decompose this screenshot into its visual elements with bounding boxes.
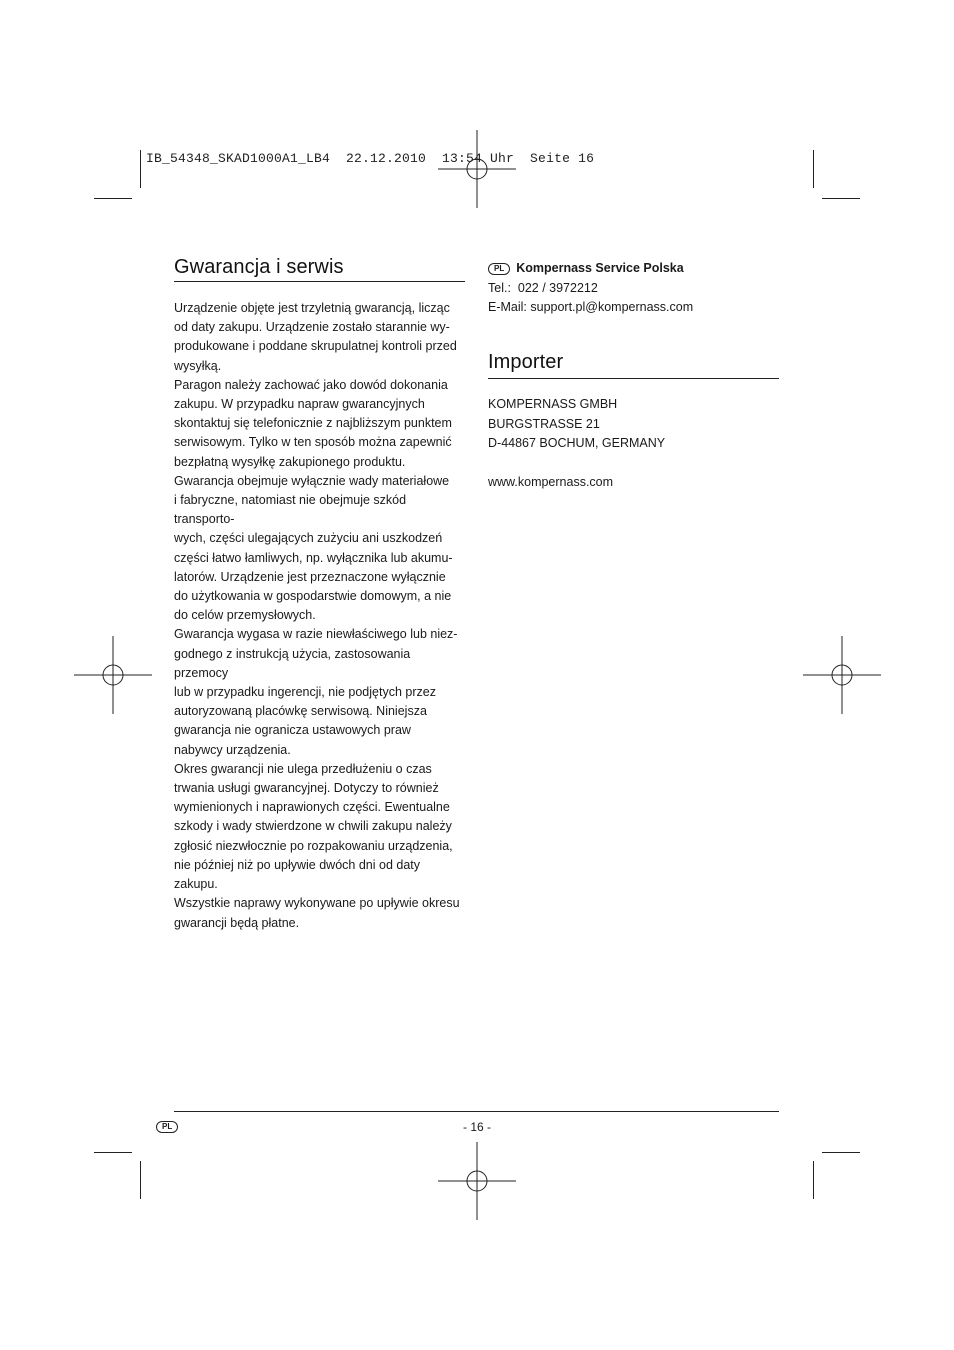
crop-mark-top-left-h xyxy=(94,198,132,199)
registration-mark-top-icon xyxy=(438,130,516,208)
crop-mark-top-left-v xyxy=(140,150,141,188)
crop-mark-top-right-h xyxy=(822,198,860,199)
warranty-line: bezpłatną wysyłkę zakupionego produktu. xyxy=(174,454,406,469)
warranty-heading: Gwarancja i serwis xyxy=(174,256,344,278)
importer-block xyxy=(488,395,665,493)
registration-mark-bottom-icon xyxy=(438,1142,516,1220)
warranty-line: nabywcy urządzenia. xyxy=(174,742,291,757)
warranty-line: gwarancja nie ogranicza ustawowych praw xyxy=(174,723,411,738)
warranty-line: wymienionych i naprawionych części. Ewentualne xyxy=(174,800,450,815)
footer-rule xyxy=(174,1111,779,1112)
warranty-line: Paragon należy zachować jako dowód dokonania xyxy=(174,377,448,392)
service-block xyxy=(488,259,693,318)
warranty-line: Wszystkie naprawy wykonywane po upływie okresu xyxy=(174,896,460,911)
footer-country-badge: PL xyxy=(156,1121,178,1133)
print-slug-line: IB_54348_SKAD1000A1_LB4 22.12.2010 13:54 Uhr Seite 16 xyxy=(146,151,595,166)
service-tel: Tel.: 022 / 3972212 xyxy=(488,280,598,295)
importer-website: www.kompernass.com xyxy=(488,475,614,489)
importer-heading-rule xyxy=(488,378,779,379)
service-title: Kompernass Service Polska xyxy=(516,261,684,275)
warranty-line: latorów. Urządzenie jest przeznaczone wyłącznie xyxy=(174,569,446,584)
country-badge: PL xyxy=(488,263,510,275)
crop-mark-bottom-right-h xyxy=(822,1152,860,1153)
registration-mark-left-icon xyxy=(74,636,152,714)
importer-city: D-44867 BOCHUM, GERMANY xyxy=(488,436,666,450)
importer-company: KOMPERNASS GMBH xyxy=(488,397,618,411)
warranty-line: trwania usługi gwarancyjnej. Dotyczy to również xyxy=(174,781,439,796)
crop-mark-bottom-right-v xyxy=(813,1161,814,1199)
importer-street: BURGSTRASSE 21 xyxy=(488,416,600,431)
warranty-line: Urządzenie objęte jest trzyletnią gwarancją, licząc xyxy=(174,301,450,315)
warranty-line: skontaktuj się telefonicznie z najbliższym punktem xyxy=(174,416,452,431)
registration-mark-right-icon xyxy=(803,636,881,714)
warranty-line: Gwarancja obejmuje wyłącznie wady materiałowe xyxy=(174,473,450,488)
warranty-line: i fabryczne, natomiast nie obejmuje szkód transporto- xyxy=(174,493,407,527)
warranty-line: zakupu. W przypadku napraw gwarancyjnych xyxy=(174,397,425,412)
warranty-line: lub w przypadku ingerencji, nie podjętych przez xyxy=(174,685,436,700)
warranty-line: wysyłką. xyxy=(174,358,222,373)
warranty-line: Okres gwarancji nie ulega przedłużeniu o czas xyxy=(174,761,432,776)
warranty-line: gwarancji będą płatne. xyxy=(174,915,300,930)
service-title-row xyxy=(488,259,693,279)
crop-mark-bottom-left-h xyxy=(94,1152,132,1153)
warranty-line: części łatwo łamliwych, np. wyłącznika lub akumu- xyxy=(174,550,453,565)
warranty-body xyxy=(174,299,466,933)
warranty-line: zgłosić niezwłocznie po rozpakowaniu urządzenia, xyxy=(174,838,453,853)
warranty-line: Gwarancja wygasa w razie niewłaściwego lub niez- xyxy=(174,627,458,642)
warranty-line: serwisowym. Tylko w ten sposób można zapewnić xyxy=(174,435,452,450)
warranty-line: do użytkowania w gospodarstwie domowym, a nie xyxy=(174,589,452,604)
warranty-line: do celów przemysłowych. xyxy=(174,608,316,623)
warranty-line: produkowane i poddane skrupulatnej kontroli przed xyxy=(174,339,457,354)
crop-mark-bottom-left-v xyxy=(140,1161,141,1199)
service-email: E-Mail: support.pl@kompernass.com xyxy=(488,300,694,314)
page-number: - 16 - xyxy=(462,1120,491,1134)
warranty-line: szkody i wady stwierdzone w chwili zakupu należy xyxy=(174,819,452,834)
warranty-line: nie później niż po upływie dwóch dni od daty zakupu. xyxy=(174,857,420,892)
warranty-line: wych, części ulegających zużyciu ani uszkodzeń xyxy=(174,531,443,546)
warranty-line: od daty zakupu. Urządzenie zostało starannie wy- xyxy=(174,320,450,335)
importer-heading: Importer xyxy=(488,351,564,373)
warranty-line: godnego z instrukcją użycia, zastosowania przemocy xyxy=(174,646,411,680)
crop-mark-top-right-v xyxy=(813,150,814,188)
warranty-line: autoryzowaną placówkę serwisową. Niniejsza xyxy=(174,704,427,719)
warranty-heading-rule xyxy=(174,281,465,282)
